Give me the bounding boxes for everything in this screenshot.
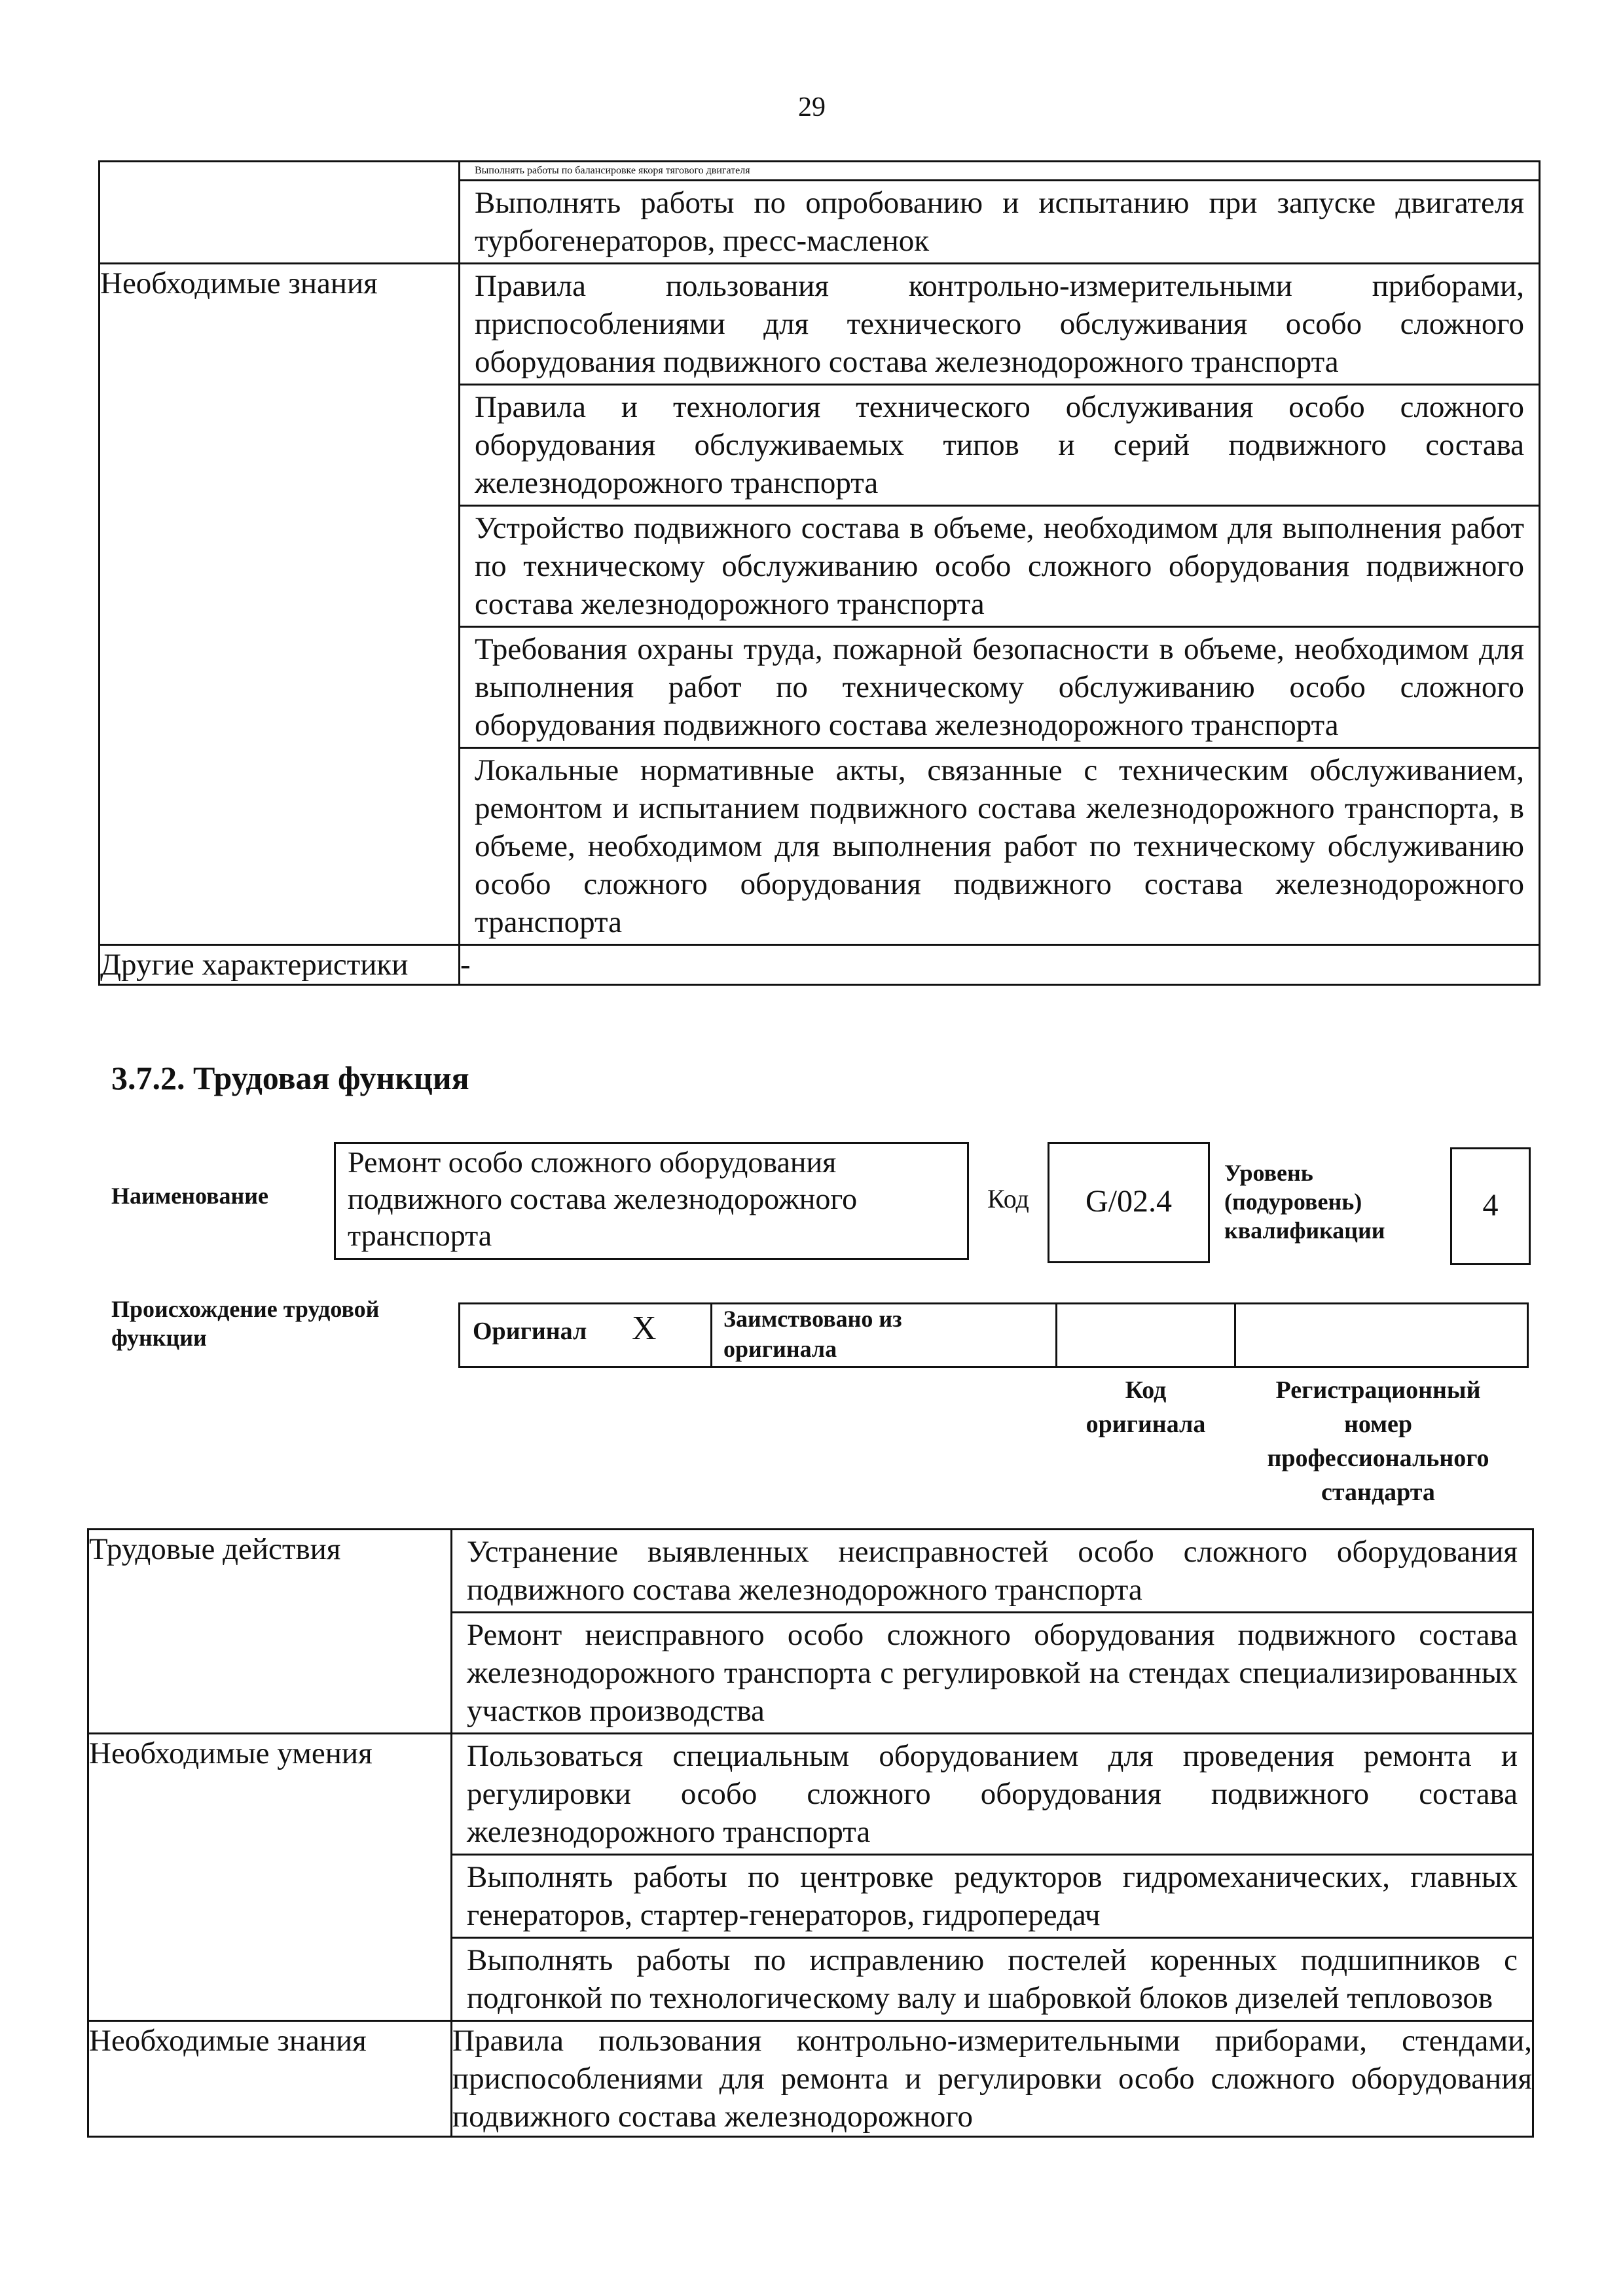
function-name-box — [334, 1142, 969, 1260]
borrowed-label: Заимствовано из оригинала — [723, 1306, 902, 1362]
table-row — [88, 2021, 1533, 2137]
list-item: Правила и технология технического обслуживания особо сложного оборудования обслуживаемых типов и серий подвижного состава железнодорожного транспорта — [460, 386, 1539, 507]
reg-caption: Регистрационный номер профессионального стандарта — [1267, 1376, 1489, 1506]
list-item: Выполнять работы по центровке редукторов гидромеханических, главных генераторов, стартер-генераторов, гидропередач — [452, 1856, 1532, 1939]
list-item: Выполнять работы по исправлению постелей коренных подшипников с подгонкой по технологическому валу и шабровкой блоков дизелей тепловозов — [467, 1943, 1518, 2015]
row-value: Правила пользования контрольно-измерительными приборами, стендами, приспособлениями для ремонта и регулировки особо сложного оборудования подвижного состава железнодорожного — [452, 2021, 1533, 2137]
function-name: Ремонт особо сложного оборудования подвижного состава железнодорожного транспорта — [348, 1145, 858, 1252]
divider — [1055, 1302, 1057, 1368]
row-label: Необходимые знания — [88, 2021, 452, 2137]
level-box — [1450, 1147, 1531, 1265]
table-row — [88, 1530, 1533, 1734]
table-row — [100, 945, 1540, 985]
row-value: - — [460, 945, 1540, 985]
list-item: Устранение выявленных неисправностей особо сложного оборудования подвижного состава железнодорожного транспорта — [452, 1530, 1532, 1613]
code-box — [1048, 1142, 1210, 1263]
row-label — [100, 162, 460, 264]
list-item: Выполнять работы по балансировке якоря тягового двигателя — [460, 162, 1539, 181]
origin-box — [458, 1302, 1529, 1368]
list-item: Правила пользования контрольно-измерительными приборами, приспособлениями для технического обслуживания особо сложного оборудования подвижного состава железнодорожного транспорта — [460, 264, 1539, 386]
table-row — [100, 264, 1540, 945]
requirements-table-continued — [98, 160, 1541, 986]
list-item: Устройство подвижного состава в объеме, необходимом для выполнения работ по техническому обслуживанию особо сложного оборудования подвижного состава железнодорожного транспорта — [460, 507, 1539, 628]
list-item: Ремонт неисправного особо сложного оборудования подвижного состава железнодорожного транспорта с регулировкой на стендах специализированных участков производства — [467, 1618, 1518, 1728]
code-caption: Код оригинала — [1085, 1376, 1206, 1438]
level-label: Уровень (подуровень) квалификации — [1224, 1160, 1385, 1244]
table-row — [88, 1734, 1533, 2021]
row-label: Необходимые знания — [100, 264, 460, 945]
divider — [1234, 1302, 1236, 1368]
origin-label: Происхождение трудовой функции — [111, 1296, 380, 1351]
list-item: Выполнять работы по опробованию и испытанию при запуске двигателя турбогенераторов, пресс-масленок — [475, 186, 1524, 258]
table-row — [100, 162, 1540, 264]
original-label: Оригинал — [473, 1318, 587, 1345]
labor-function-table — [87, 1528, 1534, 2138]
row-label: Другие характеристики — [100, 945, 460, 985]
level-value: 4 — [1482, 1188, 1499, 1223]
list-item: Локальные нормативные акты, связанные с техническим обслуживанием, ремонтом и испытанием подвижного состава железнодорожного транспорта, в объеме, необходимом для выполнения работ по техническому обслуживанию особо сложного оборудования подвижного состава железнодорожного транспорта — [475, 753, 1524, 939]
code-label: Код — [987, 1184, 1029, 1213]
page-number: 29 — [798, 92, 826, 122]
name-label: Наименование — [111, 1183, 268, 1209]
section-title: 3.7.2. Трудовая функция — [111, 1060, 469, 1096]
list-item: Пользоваться специальным оборудованием для проведения ремонта и регулировки особо сложного оборудования подвижного состава железнодорожного транспорта — [452, 1734, 1532, 1856]
divider — [710, 1302, 712, 1368]
original-mark: X — [632, 1310, 657, 1347]
row-label: Трудовые действия — [88, 1530, 452, 1734]
row-label: Необходимые умения — [88, 1734, 452, 2021]
code-value: G/02.4 — [1085, 1184, 1172, 1219]
list-item: Требования охраны труда, пожарной безопасности в объеме, необходимом для выполнения работ по техническому обслуживанию особо сложного оборудования подвижного состава железнодорожного транспорта — [460, 628, 1539, 749]
